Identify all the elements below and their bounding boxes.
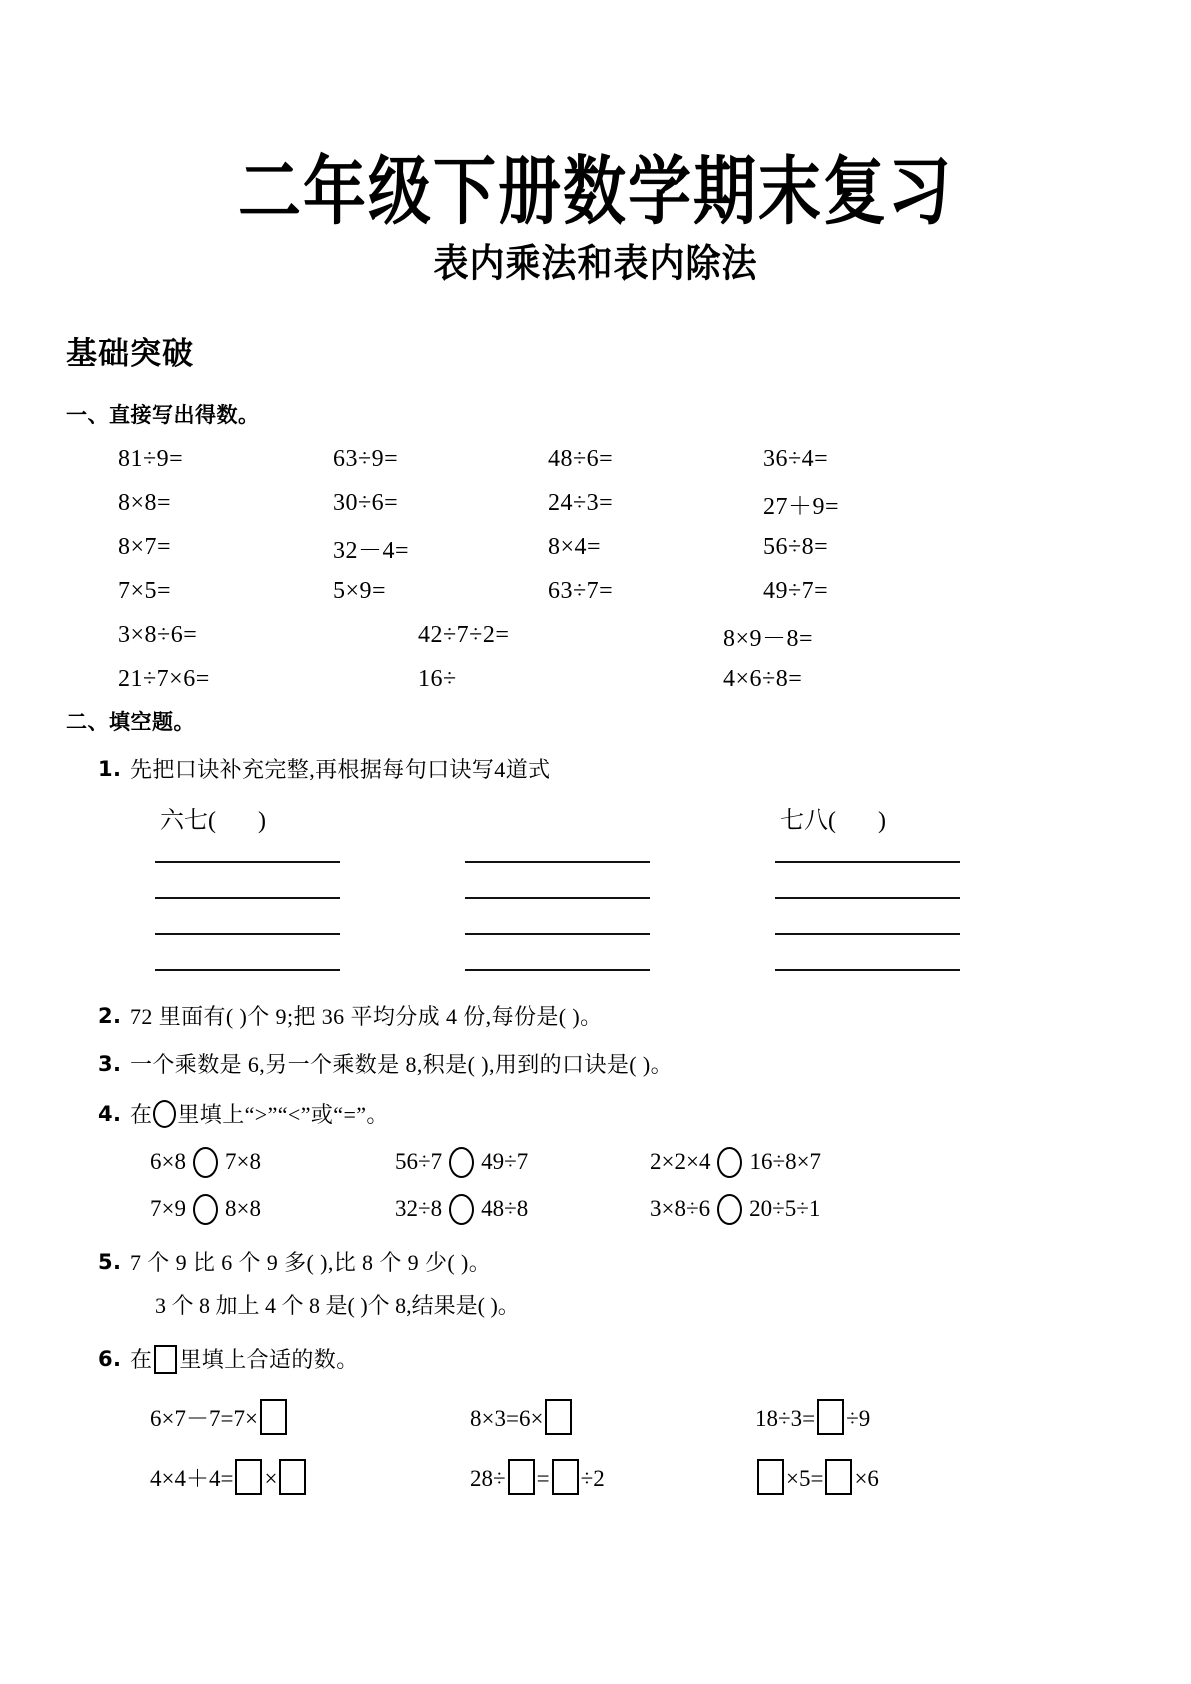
- compare-right: 20÷5÷1: [749, 1196, 821, 1222]
- calc-item: 42÷7÷2=: [418, 621, 510, 648]
- question-4: [0, 1099, 1191, 1131]
- compare-item: [650, 1147, 821, 1178]
- calc-row: [118, 525, 1191, 569]
- question-text: [130, 1102, 389, 1127]
- answer-line-row: [155, 861, 1191, 863]
- answer-box[interactable]: [757, 1459, 784, 1495]
- calc-item: 56÷8=: [763, 533, 829, 560]
- compare-item: [150, 1147, 395, 1178]
- eq-part-a: 18÷3=: [755, 1406, 816, 1432]
- question-3: [0, 1049, 1191, 1081]
- question-number: 4.: [98, 1101, 122, 1126]
- compare-left: 56÷7: [395, 1149, 443, 1175]
- calc-item: 7×5=: [118, 577, 172, 604]
- calc-item: 8×8=: [118, 489, 172, 516]
- answer-box[interactable]: [545, 1399, 572, 1435]
- eq-part-mid: =: [536, 1466, 550, 1492]
- part-two-heading: 二、填空题。: [66, 710, 195, 735]
- compare-right: 48÷8: [481, 1196, 529, 1222]
- compare-item: [650, 1194, 820, 1225]
- compare-circle[interactable]: [717, 1147, 742, 1178]
- question-text: 7 个 9 比 6 个 9 多( ),比 8 个 9 少( )。: [130, 1249, 492, 1275]
- question-1: [0, 754, 1191, 786]
- calc-item: 63÷7=: [548, 577, 614, 604]
- question-number: 1.: [98, 757, 122, 782]
- answer-line[interactable]: [465, 897, 650, 899]
- question-number: 5.: [98, 1249, 122, 1274]
- calc-row: [118, 437, 1191, 481]
- compare-right: 7×8: [224, 1149, 261, 1175]
- calc-item: 81÷9=: [118, 445, 184, 472]
- compare-row: [0, 1147, 1191, 1178]
- kou-jue-right: [780, 800, 886, 835]
- calc-item: 63÷9=: [333, 445, 399, 472]
- answer-line[interactable]: [155, 861, 340, 863]
- box-equation: [470, 1459, 755, 1495]
- answer-line[interactable]: [775, 933, 960, 935]
- answer-box[interactable]: [552, 1459, 579, 1495]
- question-text: 72 里面有( )个 9;把 36 平均分成 4 份,每份是( )。: [130, 1004, 603, 1030]
- calc-item: 8×9－8=: [723, 625, 814, 652]
- answer-box[interactable]: [817, 1399, 844, 1435]
- eq-part-mid: ×5=: [786, 1466, 824, 1492]
- compare-item: [150, 1194, 395, 1225]
- answer-box[interactable]: [825, 1459, 852, 1495]
- box-equation: [150, 1459, 470, 1495]
- question-text: 先把口诀补充完整,再根据每句口诀写4道式: [130, 757, 551, 783]
- calc-row: [118, 569, 1191, 613]
- question-number: 6.: [98, 1346, 122, 1371]
- question-5-line2: 3 个 8 加上 4 个 8 是( )个 8,结果是( )。: [155, 1292, 520, 1318]
- calc-item: 24÷3=: [548, 489, 614, 516]
- question-text: [130, 1347, 359, 1372]
- compare-left: 2×2×4: [650, 1149, 711, 1175]
- kou-jue-row: [0, 800, 1191, 835]
- calc-item: 48÷6=: [548, 445, 614, 472]
- compare-circle[interactable]: [449, 1147, 474, 1178]
- eq-part-a: 4×4＋4=: [150, 1466, 234, 1492]
- kou-jue-right-text: 七八(: [780, 808, 836, 835]
- answer-line[interactable]: [155, 969, 340, 971]
- q6-text-after: 里填上合适的数。: [179, 1346, 359, 1372]
- compare-left: 6×8: [150, 1149, 186, 1175]
- answer-line-row: [155, 969, 1191, 971]
- calc-row: [118, 481, 1191, 525]
- compare-right: 49÷7: [481, 1149, 529, 1175]
- compare-row: [0, 1194, 1191, 1225]
- calc-item: 4×6÷8=: [723, 665, 803, 692]
- eq-part-a: 6×7－7=7×: [150, 1406, 258, 1432]
- compare-item: [395, 1194, 650, 1225]
- calc-item: 30÷6=: [333, 489, 399, 516]
- box-equation: [470, 1399, 755, 1435]
- q4-text-before: 在: [130, 1101, 153, 1127]
- answer-line[interactable]: [465, 969, 650, 971]
- answer-box[interactable]: [260, 1399, 287, 1435]
- box-placeholder-icon: [154, 1345, 177, 1374]
- calc-item: 36÷4=: [763, 445, 829, 472]
- compare-left: 7×9: [150, 1196, 186, 1222]
- calc-item: 8×7=: [118, 533, 172, 560]
- eq-part-b: ×6: [854, 1466, 879, 1492]
- answer-line-row: [155, 933, 1191, 935]
- circle-placeholder-icon: [153, 1100, 176, 1128]
- box-equation: [755, 1459, 879, 1495]
- kou-jue-left-close: ): [258, 808, 266, 835]
- answer-lines-block: [0, 861, 1191, 971]
- answer-line[interactable]: [775, 897, 960, 899]
- compare-left: 3×8÷6: [650, 1196, 711, 1222]
- answer-line[interactable]: [155, 897, 340, 899]
- compare-left: 32÷8: [395, 1196, 443, 1222]
- answer-box[interactable]: [235, 1459, 262, 1495]
- compare-circle[interactable]: [193, 1147, 218, 1178]
- compare-circle[interactable]: [449, 1194, 474, 1225]
- answer-line[interactable]: [465, 861, 650, 863]
- kou-jue-left: [160, 800, 780, 835]
- answer-line[interactable]: [775, 969, 960, 971]
- calc-item: 3×8÷6=: [118, 621, 198, 648]
- arithmetic-grid: [0, 437, 1191, 701]
- eq-part-a: 8×3=6×: [470, 1406, 544, 1432]
- question-5: [0, 1247, 1191, 1279]
- section-heading: 基础突破: [66, 336, 194, 373]
- q6-text-before: 在: [130, 1346, 153, 1372]
- question-text: 一个乘数是 6,另一个乘数是 8,积是( ),用到的口诀是( )。: [130, 1051, 674, 1077]
- eq-part-b: ÷9: [846, 1406, 871, 1432]
- question-6: [0, 1344, 1191, 1376]
- compare-item: [395, 1147, 650, 1178]
- page-title: 二年级下册数学期末复习: [238, 148, 953, 235]
- answer-line[interactable]: [775, 861, 960, 863]
- part-one-heading: 一、直接写出得数。: [66, 403, 260, 428]
- calc-item: 16÷: [418, 665, 457, 692]
- answer-line[interactable]: [155, 933, 340, 935]
- compare-right: 8×8: [224, 1196, 261, 1222]
- question-2: [0, 1001, 1191, 1033]
- box-equation-row: [0, 1459, 1191, 1495]
- kou-jue-right-close: ): [878, 808, 886, 835]
- compare-right: 16÷8×7: [749, 1149, 822, 1175]
- calc-row: [118, 613, 1191, 657]
- calc-item: 32－4=: [333, 537, 410, 564]
- box-equation-row: [0, 1399, 1191, 1435]
- box-equation: [150, 1399, 470, 1435]
- page-subtitle: 表内乘法和表内除法: [433, 242, 758, 287]
- question-number: 2.: [98, 1004, 122, 1029]
- compare-circle[interactable]: [193, 1194, 218, 1225]
- answer-box[interactable]: [508, 1459, 535, 1495]
- calc-item: 21÷7×6=: [118, 665, 210, 692]
- calc-item: 8×4=: [548, 533, 602, 560]
- compare-circle[interactable]: [717, 1194, 742, 1225]
- kou-jue-left-text: 六七(: [160, 808, 216, 835]
- answer-box[interactable]: [279, 1459, 306, 1495]
- calc-row: [118, 657, 1191, 701]
- calc-item: 27＋9=: [763, 493, 840, 520]
- calc-item: 5×9=: [333, 577, 387, 604]
- answer-line-row: [155, 897, 1191, 899]
- eq-part-mid: ×: [264, 1466, 278, 1492]
- answer-line[interactable]: [465, 933, 650, 935]
- eq-part-a: 28÷: [470, 1466, 506, 1492]
- question-number: 3.: [98, 1051, 122, 1076]
- q4-text-after: 里填上“>”“<”或“=”。: [177, 1101, 389, 1127]
- calc-item: 49÷7=: [763, 577, 829, 604]
- box-equation: [755, 1399, 870, 1435]
- eq-part-b: ÷2: [580, 1466, 605, 1492]
